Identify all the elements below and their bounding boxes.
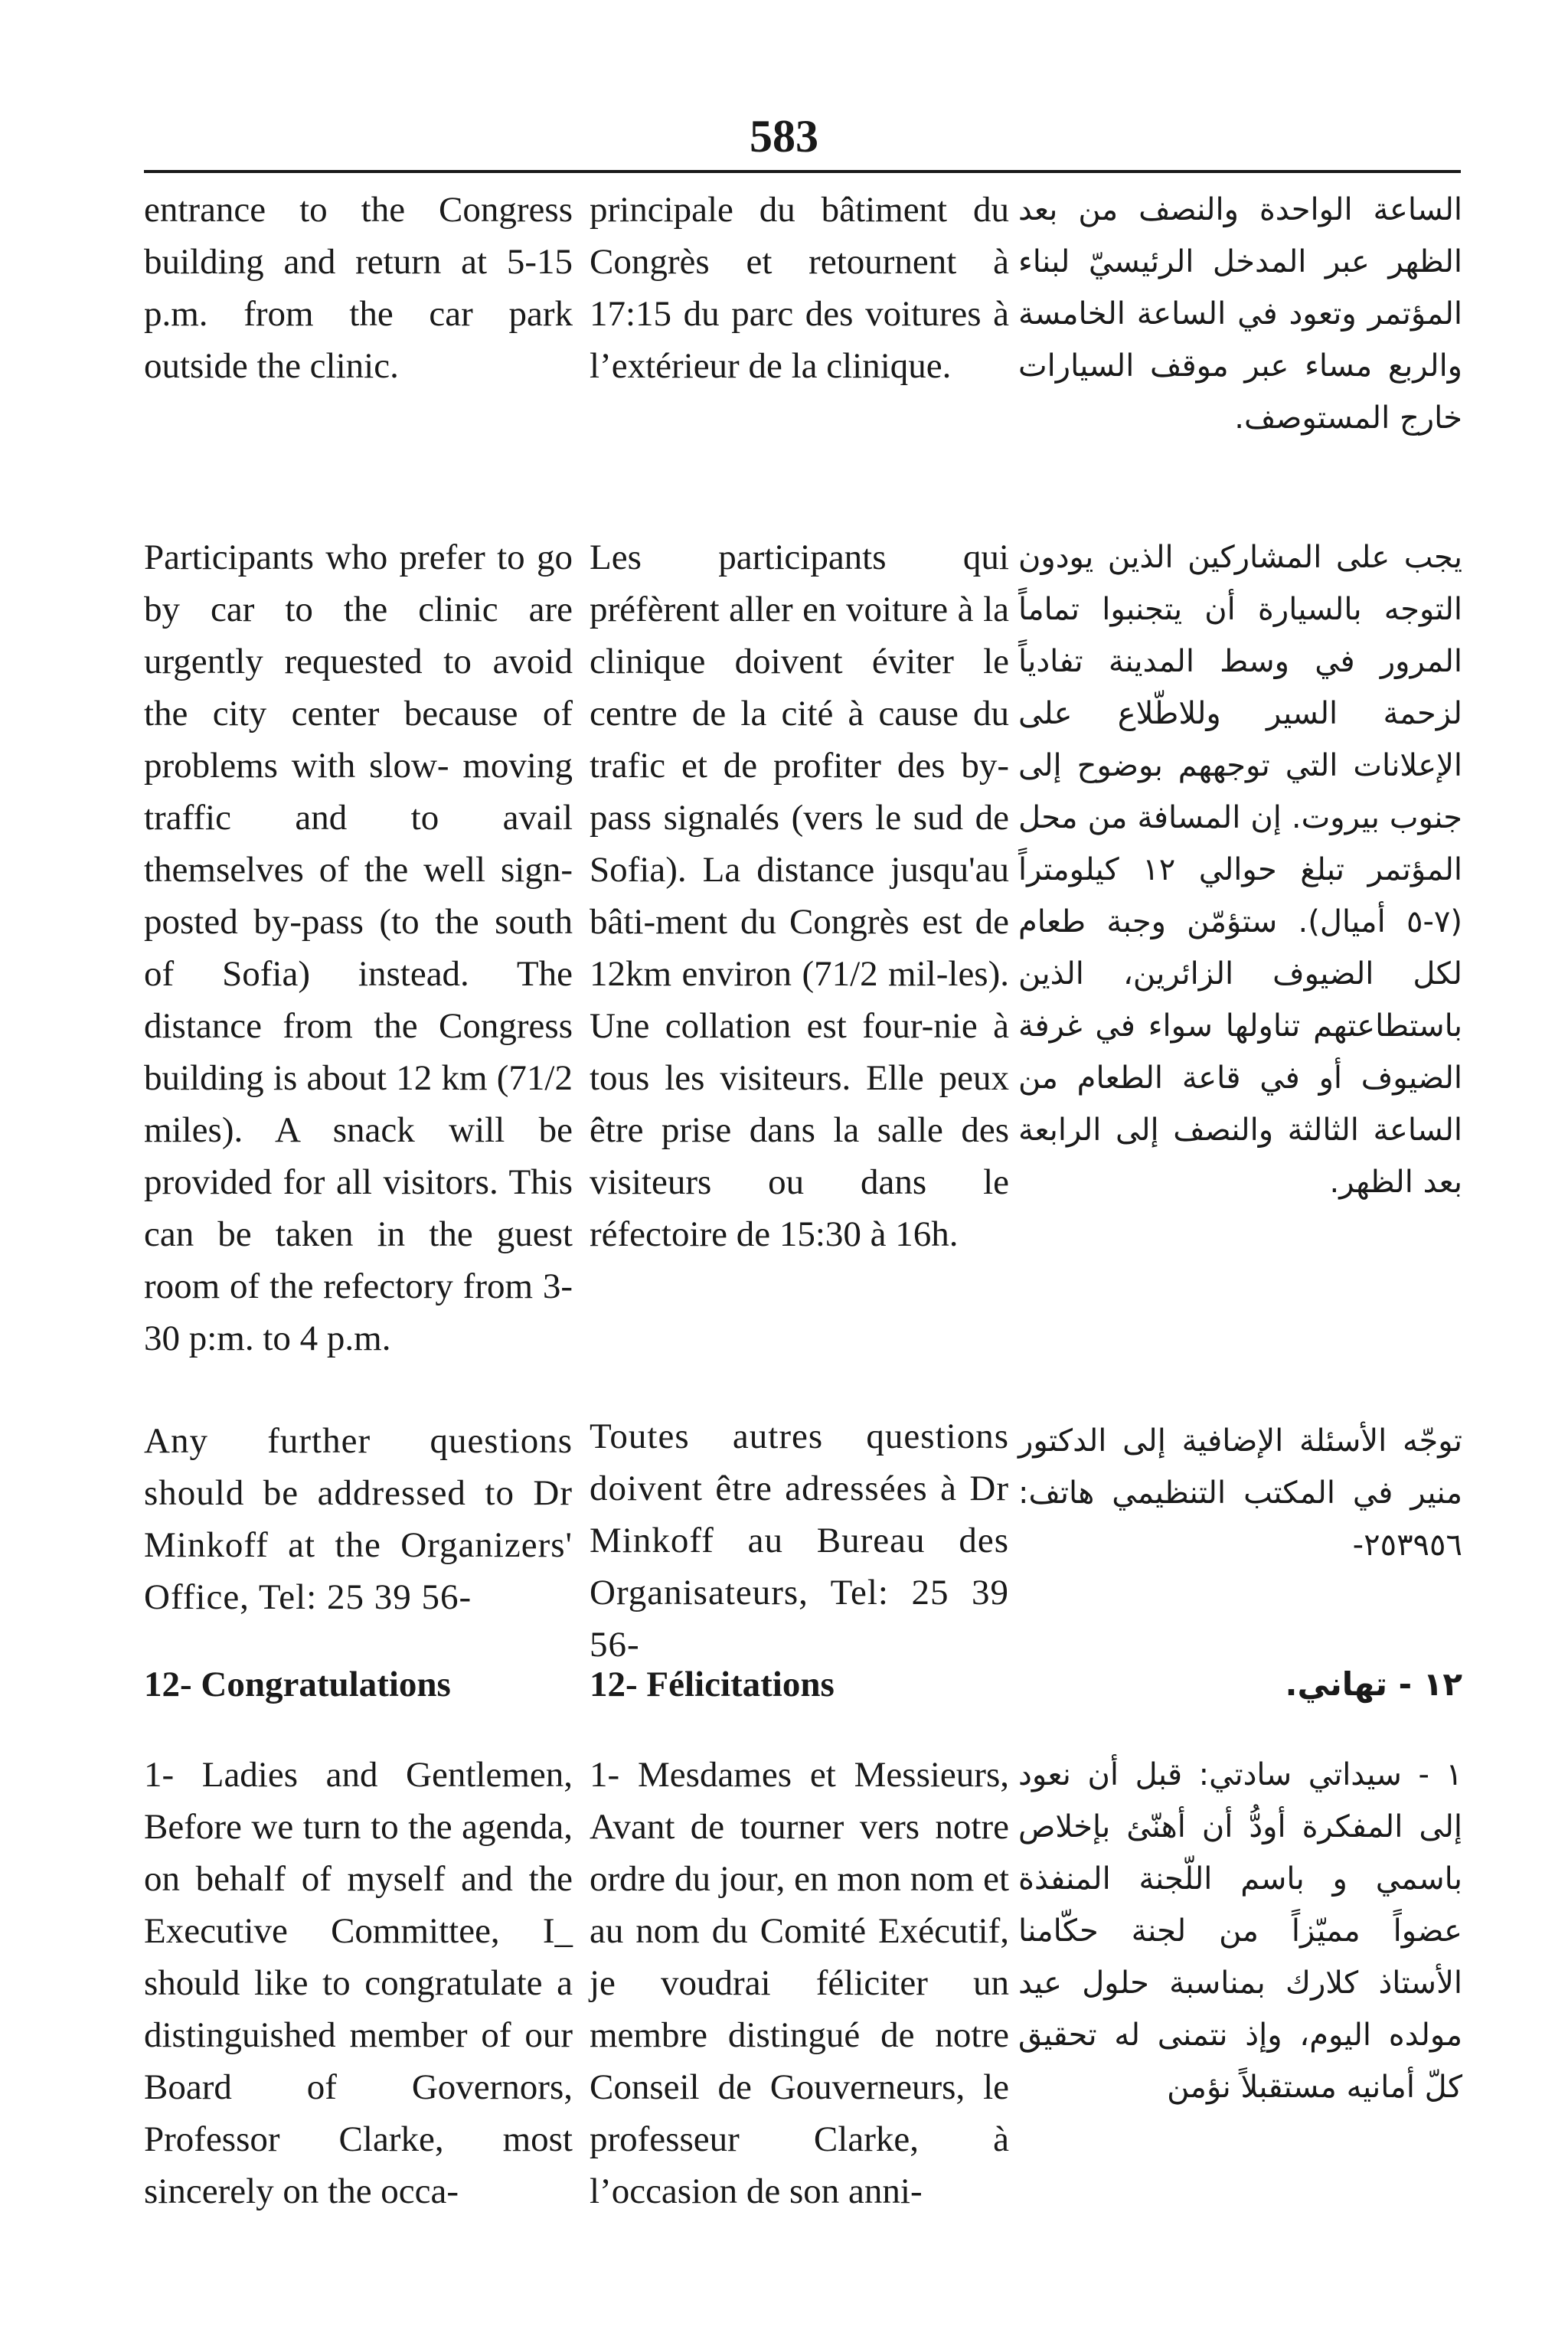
english-paragraph-3: Any further questions should be addressed to Dr Minkoff at the Organizers' Office, Tel: 25 39 56- <box>144 1421 573 1617</box>
french-paragraph-2: Les participants qui préfèrent aller en voiture à la clinique doivent éviter le centre de la cité à cause du trafic et de profiter des by-pass signalés (vers le sud de Sofia). La distance jusqu'au bâti-ment du Congrès est de 12km environ (71/2 mil-les). Une collation est four-nie à tous les visiteurs. Elle peux être prise dans la salle des visiteurs ou dans le réfectoire de 15:30 à 16h. <box>590 538 1009 1254</box>
french-section-heading: 12- Félicitations <box>590 1665 835 1704</box>
arabic-paragraph-1: الساعة الواحدة والنصف من بعد الظهر عبر المدخل الرئيسيّ لبناء المؤتمر وتعود في الساعة الخامسة والربع مساء عبر موقف السيارات خارج المستوصف. <box>1018 192 1462 436</box>
english-paragraph-2: Participants who prefer to go by car to the clinic are urgently requested to avoid the city center because of problems with slow- moving traffic and to avail themselves of the well sign-posted by-pass (to the south of Sofia) instead. The distance from the Congress building is about 12 km (71/2 miles). A snack will be provided for all visitors. This can be taken in the guest room of the refectory from 3-30 p:m. to 4 p.m. <box>144 538 573 1358</box>
arabic-paragraph-4: ١ - سيداتي سادتي: قبل أن نعود إلى المفكرة أودُّ أن أهنّئ بإخلاص باسمي و باسم اللّجنة المنفذة عضواً مميّزاً من لجنة حكّامنا الأستاذ كلارك بمناسبة حلول عيد مولده اليوم، وإذ نتمنى له تحقيق كلّ أمانيه مستقبلاً نؤمن <box>1018 1757 1462 2105</box>
french-paragraph-4: 1- Mesdames et Messieurs, Avant de tourner vers notre ordre du jour, en mon nom et au nom du Comité Exécutif, je voudrai féliciter un membre distingué de notre Conseil de Gouverneurs, le professeur Clarke, à l’occasion de son anni- <box>590 1755 1009 2211</box>
english-paragraph-1: entrance to the Congress building and return at 5-15 p.m. from the car park outside the clinic. <box>144 190 573 386</box>
english-section-heading: 12- Congratulations <box>144 1665 451 1704</box>
arabic-section-heading: ١٢ - تهاني. <box>1285 1665 1462 1703</box>
french-paragraph-1: principale du bâtiment du Congrès et retournent à 17:15 du parc des voitures à l’extérieur de la clinique. <box>590 190 1009 386</box>
header-rule <box>144 170 1461 173</box>
arabic-paragraph-2: يجب على المشاركين الذين يودون التوجه بالسيارة أن يتجنبوا تماماً المرور في وسط المدينة تفادياً لزحمة السير وللاطّلاع على الإعلانات التي توجههم بوضوح إلى جنوب بيروت. إن المسافة من محل المؤتمر تبلغ حوالي ١٢ كيلومتراً (٧-٥ أميال). ستؤمّن وجبة طعام لكل الضيوف الزائرين، الذين باستطاعتهم تناولها سواء في غرفة الضيوف أو في قاعة الطعام من الساعة الثالثة والنصف إلى الرابعة بعد الظهر. <box>1018 540 1462 1200</box>
french-paragraph-3: Toutes autres questions doivent être adressées à Dr Minkoff au Bureau des Organisateurs, Tel: 25 39 56- <box>590 1416 1009 1665</box>
english-paragraph-4: 1- Ladies and Gentlemen, Before we turn to the agenda, on behalf of myself and the Executive Committee, I_ should like to congratulate a distinguished member of our Board of Governors, Professor Clarke, most sincerely on the occa- <box>144 1755 573 2211</box>
arabic-paragraph-3: توجّه الأسئلة الإضافية إلى الدكتور منير في المكتب التنظيمي هاتف: ٢٥٣٩٥٦- <box>1018 1423 1462 1563</box>
page-number: 583 <box>750 111 818 162</box>
